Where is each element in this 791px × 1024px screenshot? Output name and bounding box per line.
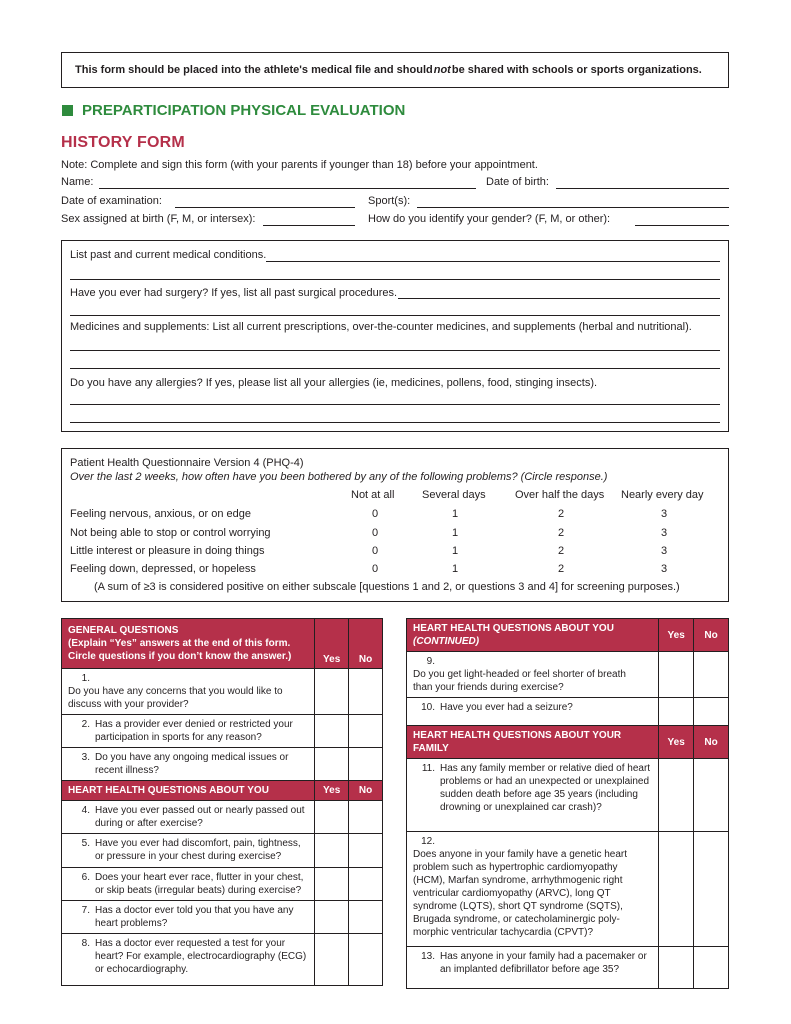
- question-12: [407, 832, 659, 947]
- question-12-line-7: morphic ventricular tachycardia (CPVT)?: [413, 927, 594, 938]
- phq-row-1-score-1[interactable]: 1: [452, 508, 459, 520]
- question-3-no[interactable]: [349, 748, 383, 781]
- phq-row-2-score-1[interactable]: 1: [452, 527, 459, 539]
- section-title-text: PREPARTICIPATION PHYSICAL EVALUATION: [82, 102, 406, 119]
- question-7-yes[interactable]: [315, 901, 349, 934]
- question-7-line-1: Has a doctor ever told you that you have any: [95, 905, 294, 916]
- question-4-line-2: during or after exercise?: [95, 818, 203, 829]
- sports-field[interactable]: [417, 207, 729, 208]
- question-13-number: 13.: [421, 951, 435, 962]
- question-7: [62, 901, 315, 934]
- phq-col-nearly-every-day: Nearly every day: [621, 489, 704, 501]
- question-12-line-4: ventricular cardiomyopathy (ARVC), long QT: [413, 888, 611, 899]
- question-3-yes[interactable]: [315, 748, 349, 781]
- phq-row-3-score-3[interactable]: 3: [661, 545, 668, 557]
- heart-header-cell: HEART HEALTH QUESTIONS ABOUT YOU: [62, 781, 315, 801]
- allergies-label: Do you have any allergies? If yes, please list all your allergies (ie, medicines, pollens, food, stinging insects).: [70, 377, 598, 389]
- conditions-label: List past and current medical conditions.: [70, 249, 267, 261]
- phq-row-1-label: Feeling nervous, anxious, or on edge: [70, 508, 252, 520]
- question-5-yes[interactable]: [315, 834, 349, 868]
- question-12-line-5: syndrome (LQTS), short QT syndrome (SQTS),: [413, 901, 623, 912]
- surgery-label: Have you ever had surgery? If yes, list all past surgical procedures.: [70, 287, 398, 299]
- phq-row-1-score-2[interactable]: 2: [558, 508, 565, 520]
- question-1-no[interactable]: [349, 669, 383, 715]
- phq-col-several-days: Several days: [422, 489, 486, 501]
- question-6-yes[interactable]: [315, 868, 349, 901]
- medicines-label: Medicines and supplements: List all current prescriptions, over-the-counter medicines, and supplements (herbal and nutritional).: [70, 321, 692, 333]
- family-no-header: No: [694, 726, 729, 759]
- phq-row-3-score-0[interactable]: 0: [372, 545, 379, 557]
- heart-continued-header: [407, 619, 729, 652]
- row-sex-gender: [61, 213, 729, 229]
- question-6: [62, 868, 315, 901]
- surgery-line-1[interactable]: [398, 298, 720, 299]
- question-9-number: 9.: [426, 656, 435, 667]
- question-11-line-2: problems or had an unexpected or unexplained: [440, 776, 650, 787]
- phq-row-2-score-3[interactable]: 3: [661, 527, 668, 539]
- question-6-number: 6.: [81, 872, 90, 883]
- green-square-icon: [62, 105, 73, 116]
- phq-instructions: Over the last 2 weeks, how often have you been bothered by any of the following problems? (Circle response.): [70, 471, 608, 483]
- question-1-line-2: discuss with your provider?: [68, 699, 189, 710]
- dob-label: Date of birth:: [486, 176, 549, 188]
- medicines-line-2[interactable]: [70, 368, 720, 369]
- question-10-line-1: Have you ever had a seizure?: [440, 702, 573, 713]
- question-12-line-2: problem such as hypertrophic cardiomyopathy: [413, 862, 618, 873]
- general-no-header: No: [349, 619, 383, 669]
- medicines-line-1[interactable]: [70, 350, 720, 351]
- question-12-line-3: (HCM), Marfan syndrome, arrhythmogenic right: [413, 875, 623, 886]
- phq-col-over-half: Over half the days: [515, 489, 605, 501]
- question-9-line-1: Do you get light-headed or feel shorter of breath: [413, 669, 626, 680]
- phq-footnote: (A sum of ≥3 is considered positive on either subscale [questions 1 and 2, or questions 3 and 4] for screening purposes.): [94, 581, 680, 593]
- question-8-line-2: heart? For example, electrocardiography (ECG): [95, 951, 307, 962]
- question-8-number: 8.: [81, 938, 90, 949]
- question-6-line-2: or skip beats (irregular beats) during exercise?: [95, 885, 302, 896]
- question-row-2: [62, 715, 383, 748]
- confidentiality-notice: [61, 52, 729, 88]
- name-field[interactable]: [99, 188, 476, 189]
- question-5-line-1: Have you ever had discomfort, pain, tightness,: [95, 838, 301, 849]
- allergies-line-1[interactable]: [70, 404, 720, 405]
- question-4: [62, 801, 315, 834]
- question-12-no[interactable]: [694, 832, 729, 947]
- question-row-12: [407, 832, 729, 947]
- heart-continued-subtitle: (CONTINUED): [413, 636, 480, 647]
- question-row-11: [407, 759, 729, 832]
- heart-continued-title: HEART HEALTH QUESTIONS ABOUT YOU: [413, 623, 614, 634]
- question-1-line-1: Do you have any concerns that you would like to: [68, 686, 283, 697]
- form-note: Note: Complete and sign this form (with your parents if younger than 18) before your appointment.: [61, 159, 538, 171]
- question-row-8: [62, 934, 383, 986]
- general-header-title: GENERAL QUESTIONS: [68, 625, 179, 636]
- question-13-yes[interactable]: [659, 947, 694, 989]
- question-3-number: 3.: [81, 752, 90, 763]
- question-8-line-1: Has a doctor ever requested a test for your: [95, 938, 286, 949]
- dob-field[interactable]: [556, 188, 729, 189]
- family-header-cell: HEART HEALTH QUESTIONS ABOUT YOUR FAMILY: [407, 726, 659, 759]
- question-11-line-3: sudden death before age 35 years (including: [440, 789, 638, 800]
- notice-before: This form should be placed into the athlete's medical file and should: [75, 64, 433, 76]
- left-questions-table: [61, 618, 383, 986]
- question-row-3: [62, 748, 383, 781]
- question-7-number: 7.: [81, 905, 90, 916]
- question-6-no[interactable]: [349, 868, 383, 901]
- question-5-no[interactable]: [349, 834, 383, 868]
- phq-row-4-score-1[interactable]: 1: [452, 563, 459, 575]
- question-11-yes[interactable]: [659, 759, 694, 832]
- general-header-cell: [62, 619, 315, 669]
- question-row-13: [407, 947, 729, 989]
- phq-row-4-score-3[interactable]: 3: [661, 563, 668, 575]
- question-row-10: [407, 698, 729, 726]
- question-7-no[interactable]: [349, 901, 383, 934]
- date-exam-field[interactable]: [175, 207, 355, 208]
- sports-label: Sport(s):: [368, 195, 411, 207]
- family-questions-header: [407, 726, 729, 759]
- phq-row-1-score-3[interactable]: 3: [661, 508, 668, 520]
- general-header-line-2: (Explain “Yes” answers at the end of this form.: [68, 638, 291, 649]
- notice-emphasis: not: [433, 64, 451, 76]
- question-2-line-2: participation in sports for any reason?: [95, 732, 262, 743]
- phq-row-3-score-1[interactable]: 1: [452, 545, 459, 557]
- general-header-line-3: Circle questions if you don’t know the answer.): [68, 651, 292, 662]
- continued-no-header: No: [694, 619, 729, 652]
- phq-col-not-at-all: Not at all: [351, 489, 395, 501]
- question-13-no[interactable]: [694, 947, 729, 989]
- question-11-line-4: drowning or unexplained car crash)?: [440, 802, 602, 813]
- phq-row-4-score-0[interactable]: 0: [372, 563, 379, 575]
- general-yes-header: Yes: [315, 619, 349, 669]
- question-12-yes[interactable]: [659, 832, 694, 947]
- question-5-number: 5.: [81, 838, 90, 849]
- question-3-line-2: recent illness?: [95, 765, 159, 776]
- phq-row-2-score-0[interactable]: 0: [372, 527, 379, 539]
- question-8-no[interactable]: [349, 934, 383, 986]
- question-11: [407, 759, 659, 832]
- sex-field[interactable]: [263, 225, 355, 226]
- heart-yes-header: Yes: [315, 781, 349, 801]
- phq-title: Patient Health Questionnaire Version 4 (PHQ-4): [70, 457, 304, 469]
- question-11-no[interactable]: [694, 759, 729, 832]
- question-12-number: 12.: [421, 836, 435, 847]
- question-2-no[interactable]: [349, 715, 383, 748]
- question-2: [62, 715, 315, 748]
- question-1-yes[interactable]: [315, 669, 349, 715]
- general-questions-header: [62, 619, 383, 669]
- phq-row-4-score-2[interactable]: 2: [558, 563, 565, 575]
- surgery-line-2[interactable]: [70, 315, 720, 316]
- question-8-yes[interactable]: [315, 934, 349, 986]
- question-3: [62, 748, 315, 781]
- question-10-number: 10.: [421, 702, 435, 713]
- question-2-number: 2.: [81, 719, 90, 730]
- conditions-line-2[interactable]: [70, 279, 720, 280]
- phq-row-1-score-0[interactable]: 0: [372, 508, 379, 520]
- question-13-line-2: an implanted defibrillator before age 35?: [440, 964, 620, 975]
- row-exam-sports: [61, 195, 729, 211]
- section-title: [62, 102, 405, 119]
- question-4-no[interactable]: [349, 801, 383, 834]
- question-1-number: 1.: [81, 673, 90, 684]
- name-label: Name:: [61, 176, 94, 188]
- question-3-line-1: Do you have any ongoing medical issues or: [95, 752, 289, 763]
- question-row-9: [407, 652, 729, 698]
- question-9-yes[interactable]: [659, 652, 694, 698]
- question-12-line-1: Does anyone in your family have a genetic heart: [413, 849, 628, 860]
- heart-questions-header: [62, 781, 383, 801]
- question-4-number: 4.: [81, 805, 90, 816]
- question-8: [62, 934, 315, 986]
- question-11-line-1: Has any family member or relative died of heart: [440, 763, 651, 774]
- phq-row-3-score-2[interactable]: 2: [558, 545, 565, 557]
- question-2-line-1: Has a provider ever denied or restricted your: [95, 719, 293, 730]
- question-10: [407, 698, 659, 726]
- question-13: [407, 947, 659, 989]
- question-2-yes[interactable]: [315, 715, 349, 748]
- form-title: HISTORY FORM: [61, 134, 185, 151]
- question-10-yes[interactable]: [659, 698, 694, 726]
- phq-row-2-score-2[interactable]: 2: [558, 527, 565, 539]
- question-6-line-1: Does your heart ever race, flutter in your chest,: [95, 872, 304, 883]
- question-12-line-6: Brugada syndrome, or catecholaminergic poly-: [413, 914, 620, 925]
- phq-row-4-label: Feeling down, depressed, or hopeless: [70, 563, 256, 575]
- question-13-line-1: Has anyone in your family had a pacemaker or: [440, 951, 647, 962]
- question-7-line-2: heart problems?: [95, 918, 168, 929]
- question-row-7: [62, 901, 383, 934]
- question-row-4: [62, 801, 383, 834]
- gender-field[interactable]: [635, 225, 729, 226]
- question-9: [407, 652, 659, 698]
- question-1: [62, 669, 315, 715]
- question-row-6: [62, 868, 383, 901]
- question-4-line-1: Have you ever passed out or nearly passed out: [95, 805, 305, 816]
- question-row-5: [62, 834, 383, 868]
- question-9-no[interactable]: [694, 652, 729, 698]
- question-4-yes[interactable]: [315, 801, 349, 834]
- question-row-1: [62, 669, 383, 715]
- question-5-line-2: or pressure in your chest during exercise?: [95, 851, 282, 862]
- medical-history-box: [61, 240, 729, 432]
- right-questions-table: [406, 618, 729, 989]
- phq4-box: [61, 448, 729, 602]
- question-8-line-3: or echocardiography.: [95, 964, 189, 975]
- conditions-line-1[interactable]: [266, 261, 720, 262]
- sex-label: Sex assigned at birth (F, M, or intersex):: [61, 213, 256, 225]
- question-5: [62, 834, 315, 868]
- phq-row-3-label: Little interest or pleasure in doing things: [70, 545, 265, 557]
- question-11-number: 11.: [421, 763, 435, 774]
- date-exam-label: Date of examination:: [61, 195, 162, 207]
- question-10-no[interactable]: [694, 698, 729, 726]
- row-name-dob: [61, 176, 729, 192]
- continued-yes-header: Yes: [659, 619, 694, 652]
- notice-after: be shared with schools or sports organizations.: [451, 64, 702, 76]
- allergies-line-2[interactable]: [70, 422, 720, 423]
- family-yes-header: Yes: [659, 726, 694, 759]
- heart-continued-header-cell: [407, 619, 659, 652]
- heart-no-header: No: [349, 781, 383, 801]
- question-9-line-2: than your friends during exercise?: [413, 682, 564, 693]
- gender-label: How do you identify your gender? (F, M, or other):: [368, 213, 611, 225]
- phq-row-2-label: Not being able to stop or control worrying: [70, 527, 271, 539]
